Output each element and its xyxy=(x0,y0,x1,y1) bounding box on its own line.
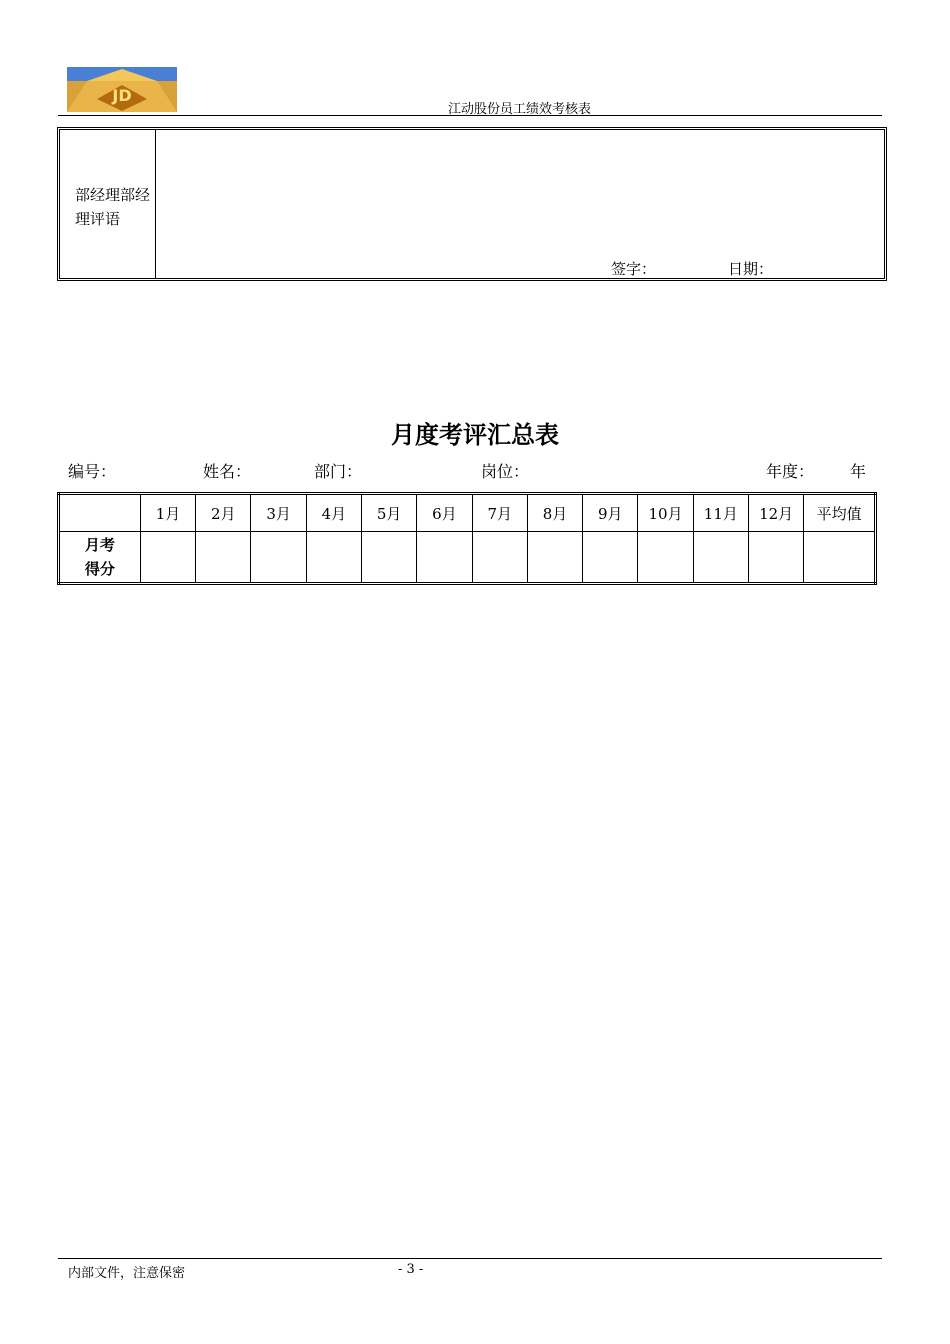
score-cell xyxy=(417,532,472,584)
company-logo xyxy=(67,67,177,112)
column-header: 5月 xyxy=(362,494,417,532)
score-cell xyxy=(748,532,803,584)
column-header: 9月 xyxy=(583,494,638,532)
score-cell xyxy=(306,532,361,584)
score-cell xyxy=(693,532,748,584)
column-header: 11月 xyxy=(693,494,748,532)
score-cell xyxy=(638,532,693,584)
score-cell xyxy=(527,532,582,584)
column-header: 2月 xyxy=(196,494,251,532)
column-header-average: 平均值 xyxy=(804,494,876,532)
position-label: 岗位： xyxy=(481,462,530,481)
monthly-summary-table xyxy=(57,492,877,585)
column-header: 7月 xyxy=(472,494,527,532)
table-header-row xyxy=(59,494,876,532)
department-label: 部门： xyxy=(314,462,363,481)
manager-comment-table xyxy=(57,127,887,281)
score-cell xyxy=(196,532,251,584)
table-row xyxy=(59,532,876,584)
year-label: 年度： xyxy=(766,462,815,481)
manager-comment-label: 部经理部经理评语 xyxy=(75,186,151,228)
footer-divider xyxy=(58,1258,882,1259)
document-header-title: 江动股份员工绩效考核表 xyxy=(448,102,592,117)
column-header: 6月 xyxy=(417,494,472,532)
score-cell xyxy=(251,532,306,584)
column-header: 8月 xyxy=(527,494,582,532)
score-cell xyxy=(362,532,417,584)
score-cell xyxy=(140,532,195,584)
comment-label-cell xyxy=(60,130,156,278)
page-number: - 3 - xyxy=(398,1262,424,1277)
score-cell xyxy=(583,532,638,584)
row-label-cell xyxy=(59,532,141,584)
average-cell xyxy=(804,532,876,584)
table-corner-cell xyxy=(59,494,141,532)
column-header: 3月 xyxy=(251,494,306,532)
header-divider xyxy=(58,115,882,116)
year-suffix: 年 xyxy=(850,462,867,481)
date-label: 日期： xyxy=(728,260,774,278)
score-cell xyxy=(472,532,527,584)
column-header: 4月 xyxy=(306,494,361,532)
confidential-notice: 内部文件，注意保密 xyxy=(68,1266,186,1281)
logo-text: JD xyxy=(112,86,132,105)
column-header: 1月 xyxy=(140,494,195,532)
employee-number-label: 编号： xyxy=(68,462,117,481)
summary-title: 月度考评汇总表 xyxy=(391,420,559,449)
column-header: 10月 xyxy=(638,494,693,532)
column-header: 12月 xyxy=(748,494,803,532)
employee-name-label: 姓名： xyxy=(203,462,252,481)
signature-label: 签字： xyxy=(611,260,657,278)
monthly-score-label: 月考得分 xyxy=(84,536,115,578)
